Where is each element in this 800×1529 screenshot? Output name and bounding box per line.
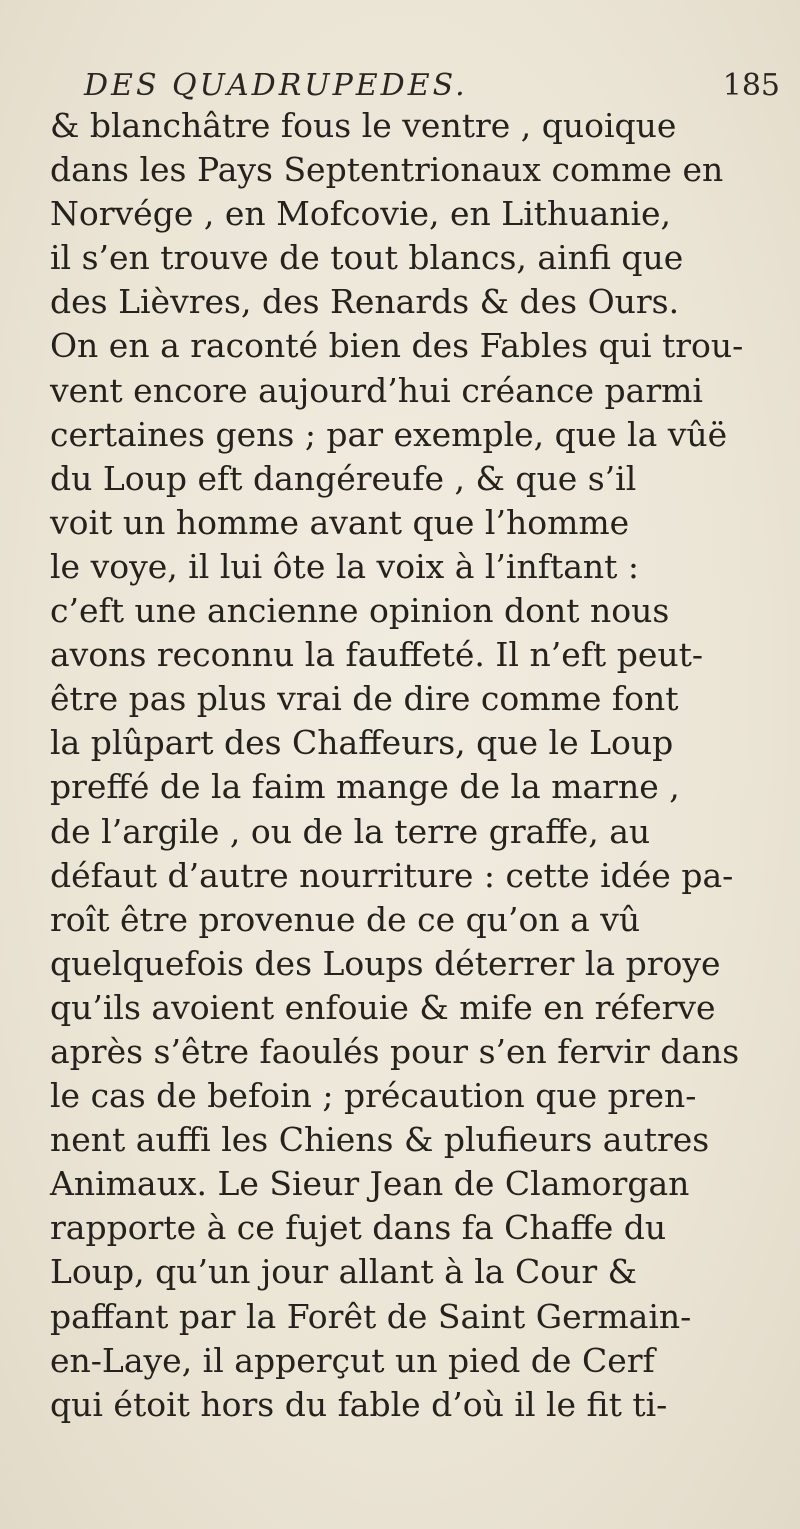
text-line: être pas plus vrai de dire comme font: [50, 679, 679, 719]
running-title: DES QUADRUPEDES.: [84, 68, 468, 103]
text-line: après s’être faoulés pour s’en fervir dans: [50, 1031, 740, 1071]
text-line: voit un homme avant que l’homme: [50, 502, 630, 542]
body-text: [50, 104, 770, 1427]
text-line: nent auffi les Chiens & plufieurs autres: [50, 1120, 710, 1160]
text-line: des Lièvres, des Renards & des Ours.: [50, 282, 680, 322]
page-number: 185: [722, 68, 780, 103]
text-line: en-Laye, il apperçut un pied de Cerf: [50, 1340, 655, 1380]
text-line: Animaux. Le Sieur Jean de Clamorgan: [50, 1164, 690, 1204]
text-line: rapporte à ce fujet dans fa Chaffe du: [50, 1208, 667, 1248]
text-line: preffé de la faim mange de la marne ,: [50, 767, 680, 807]
text-line: vent encore aujourd’hui créance parmi: [50, 370, 703, 410]
text-line: défaut d’autre nourriture : cette idée pa-: [50, 855, 734, 895]
text-line: c’eft une ancienne opinion dont nous: [50, 591, 670, 631]
text-line: & blanchâtre fous le ventre , quoique: [50, 106, 677, 145]
text-line: la plûpart des Chaffeurs, que le Loup: [50, 723, 674, 763]
text-line: dans les Pays Septentrionaux comme en: [50, 150, 724, 190]
text-line: Norvége , en Mofcovie, en Lithuanie,: [50, 194, 672, 234]
text-line: qui étoit hors du fable d’où il le fit ti-: [50, 1384, 668, 1424]
text-line: qu’ils avoient enfouie & mife en réferve: [50, 987, 716, 1027]
text-line: le cas de befoin ; précaution que pren-: [50, 1076, 697, 1116]
text-line: paffant par la Forêt de Saint Germain-: [50, 1296, 692, 1336]
text-line: du Loup eft dangéreufe , & que s’il: [50, 458, 637, 498]
text-line: il s’en trouve de tout blancs, ainfi que: [50, 238, 684, 278]
text-line: Loup, qu’un jour allant à la Cour &: [50, 1252, 637, 1292]
page-header: [80, 66, 780, 108]
text-line: On en a raconté bien des Fables qui trou-: [50, 326, 744, 366]
text-line: le voye, il lui ôte la voix à l’inftant :: [50, 546, 640, 586]
text-line: avons reconnu la fauffeté. Il n’eft peut-: [50, 635, 704, 675]
text-line: de l’argile , ou de la terre graffe, au: [50, 811, 651, 851]
text-line: roît être provenue de ce qu’on a vû: [50, 899, 641, 939]
text-line: quelquefois des Loups déterrer la proye: [50, 943, 721, 983]
text-line: certaines gens ; par exemple, que la vûë: [50, 414, 728, 454]
